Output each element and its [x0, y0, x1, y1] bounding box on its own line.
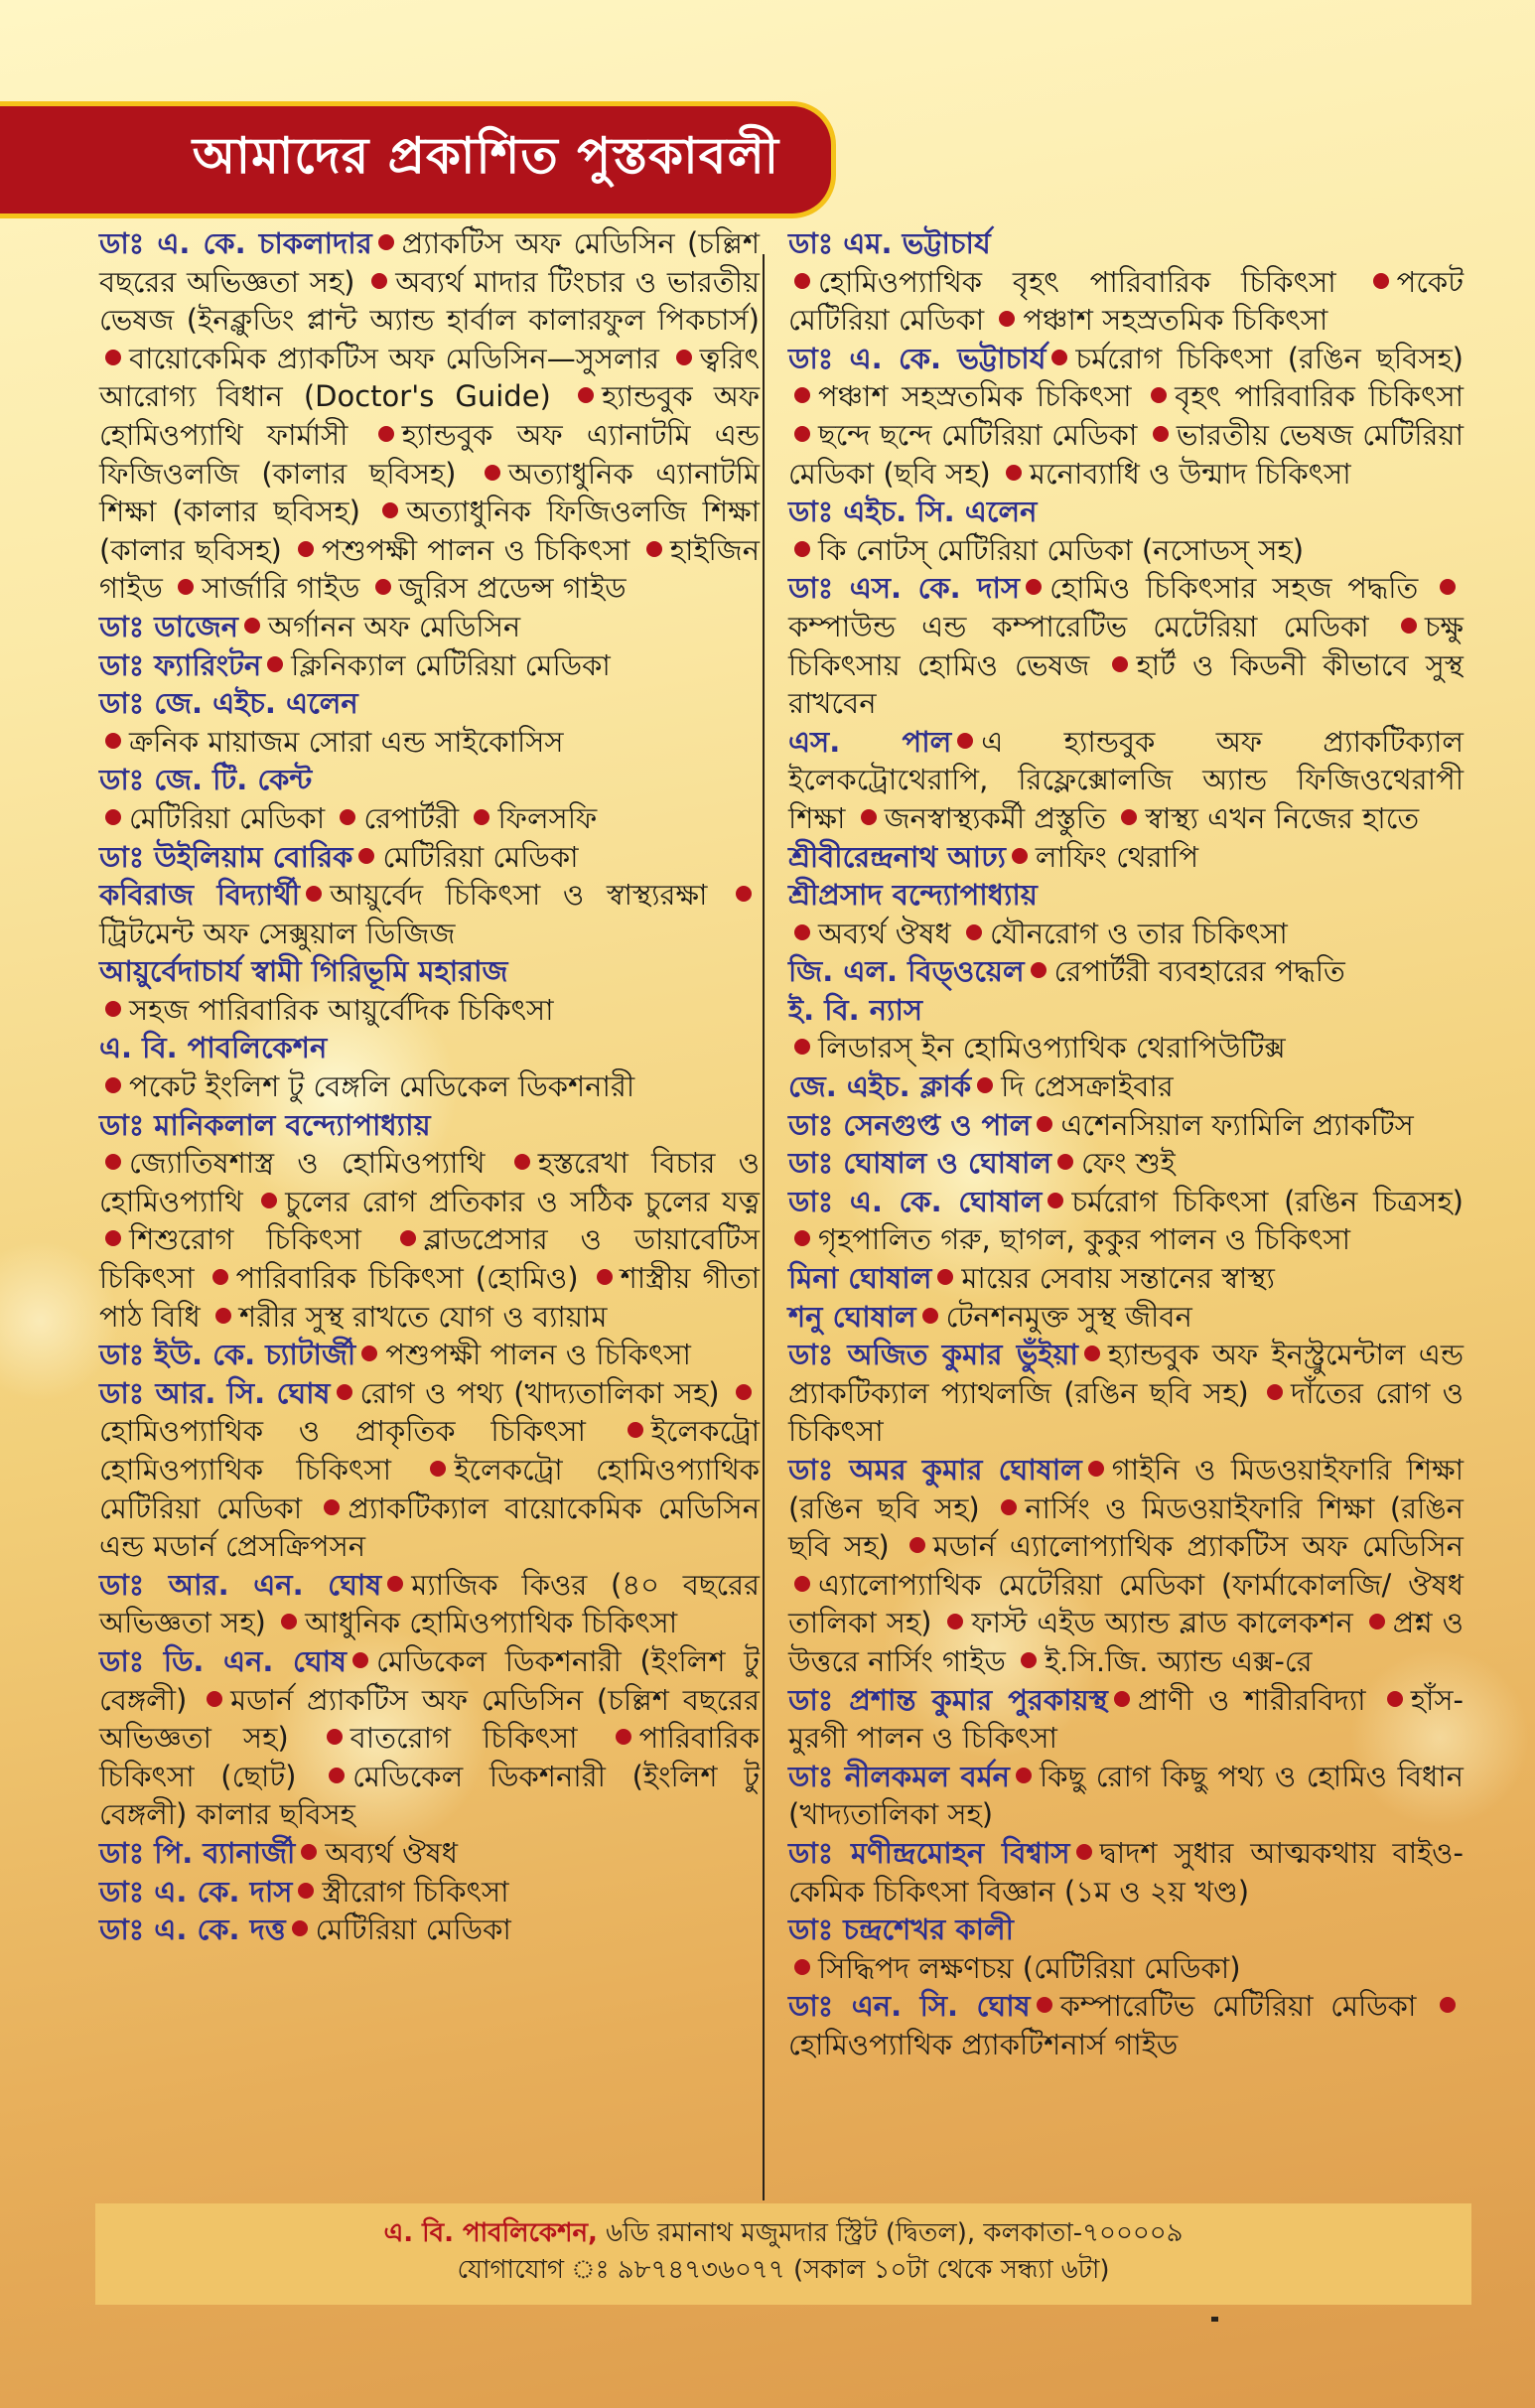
left-book-column — [99, 224, 760, 1949]
author-entry — [788, 1834, 1464, 1911]
bullet-icon — [794, 1039, 810, 1055]
author-entry — [788, 340, 1464, 493]
book-title: হোমিও চিকিৎসার সহজ পদ্ধতি — [1049, 571, 1419, 606]
bullet-icon — [485, 465, 500, 481]
author-entry — [99, 646, 760, 685]
book-title: আয়ুর্বেদ চিকিৎসা ও স্বাস্থ্যরক্ষা — [330, 878, 708, 913]
author-name: ডাঃ এন. সি. ঘোষ — [788, 1989, 1031, 2024]
book-title: কি নোটস্ মেটিরিয়া মেডিকা (নসোডস্ সহ) — [818, 532, 1305, 567]
bullet-icon — [861, 809, 877, 825]
bullet-icon — [794, 387, 810, 403]
book-title: হাইজিন গাইড — [99, 532, 760, 606]
author-name: ডাঃ ইউ. কে. চ্যাটার্জী — [99, 1338, 356, 1372]
bullet-icon — [628, 1422, 643, 1438]
book-title: চর্মরোগ চিকিৎসা (রঙিন চিত্রসহ) — [1071, 1184, 1464, 1218]
book-title: জ্যোতিষশাস্ত্র ও হোমিওপ্যাথি — [129, 1146, 486, 1181]
bullet-icon — [215, 1308, 231, 1324]
author-name: ডাঃ এ. কে. ঘোষাল — [788, 1184, 1043, 1218]
book-title: রোগ ও পথ্য (খাদ্যতালিকা সহ) — [359, 1375, 720, 1410]
author-entry — [788, 723, 1464, 838]
book-title: সার্জারি গাইড — [202, 571, 360, 606]
bullet-icon — [387, 1576, 403, 1592]
book-title: হ্যান্ডবুক অফ এ্যানাটমি এন্ড ফিজিওলজি (কালার ছবিসহ) — [99, 417, 761, 491]
author-name: ডাঃ এ. কে. দাস — [99, 1874, 293, 1909]
author-entry — [788, 1183, 1464, 1259]
bullet-icon — [261, 1193, 277, 1208]
author-name: ডাঃ আর. সি. ঘোষ — [99, 1375, 331, 1410]
author-name: ডাঃ ফ্যারিংটন — [99, 647, 262, 682]
bullet-icon — [794, 1959, 810, 1975]
author-entry — [99, 1566, 760, 1642]
author-name: ই. বি. ন্যাস — [788, 992, 923, 1027]
book-title: মডার্ন এ্যালোপ্যাথিক প্র্যাকটিস অফ মেডিসিন — [932, 1529, 1464, 1564]
book-title: কম্পারেটিভ মেটিরিয়া মেডিকা — [1059, 1989, 1417, 2024]
bullet-icon — [736, 1384, 752, 1400]
book-title: নার্সিং ও মিডওয়াইফারি শিক্ষা (রঙিন ছবি সহ) — [788, 1490, 1464, 1564]
bullet-icon — [298, 1883, 314, 1899]
bullet-icon — [212, 1269, 228, 1285]
bullet-icon — [301, 1844, 317, 1860]
bullet-icon — [1006, 465, 1022, 481]
author-name: ডাঃ এ. কে. চাকলাদার — [99, 226, 372, 260]
bullet-icon — [430, 1461, 446, 1477]
book-title: অব্যর্থ ঔষধ — [325, 1835, 459, 1870]
bullet-icon — [1440, 579, 1456, 595]
author-entry — [99, 684, 760, 761]
bullet-icon — [324, 1499, 340, 1515]
author-entry — [788, 1336, 1464, 1451]
author-name: ডাঃ মানিকলাল বন্দ্যোপাধ্যায় — [99, 1107, 431, 1142]
bullet-icon — [794, 1576, 810, 1592]
bullet-icon — [1012, 848, 1028, 864]
bullet-icon — [676, 350, 692, 365]
title-banner — [0, 101, 836, 218]
book-title: হোমিওপ্যাথিক ও প্রাকৃতিক চিকিৎসা — [99, 1414, 586, 1449]
bullet-icon — [105, 1230, 121, 1246]
book-title: যৌনরোগ ও তার চিকিৎসা — [989, 916, 1288, 950]
book-title: হস্তরেখা বিচার ও হোমিওপ্যাথি — [99, 1146, 760, 1218]
book-title: জুরিস প্রডেন্স গাইড — [398, 571, 627, 606]
author-name: শনু ঘোষাল — [788, 1299, 916, 1334]
book-title: প্র্যাকটিক্যাল বায়োকেমিক মেডিসিন এন্ড মডার্ন প্রেসক্রিপসন — [99, 1490, 761, 1564]
book-title: রেপার্টরী — [363, 800, 460, 835]
author-name: ডাঃ এইচ. সি. এলেন — [788, 495, 1038, 529]
bullet-icon — [794, 426, 810, 442]
author-name: ডাঃ এম. ভট্টাচার্য — [788, 226, 991, 260]
bullet-icon — [361, 1346, 377, 1361]
book-title: পকেট মেটিরিয়া মেডিকা — [788, 264, 1464, 338]
bullet-icon — [105, 350, 121, 365]
bullet-icon — [105, 1154, 121, 1170]
book-title: ত্বরিৎ আরোগ্য বিধান (Doctor's Guide) — [99, 341, 761, 414]
author-entry — [99, 876, 760, 952]
book-title: পশুপক্ষী পালন ও চিকিৎসা — [322, 532, 630, 567]
book-title: ছন্দে ছন্দে মেটিরিয়া মেডিকা — [818, 417, 1138, 452]
bullet-icon — [1114, 1691, 1130, 1707]
author-entry — [99, 1642, 760, 1834]
author-entry — [99, 1029, 760, 1105]
author-entry — [99, 1911, 760, 1949]
bullet-icon — [1369, 1614, 1385, 1629]
book-title: ইলেকট্রো হোমিওপ্যাথিক মেটিরিয়া মেডিকা — [99, 1453, 761, 1525]
book-title: হোমিওপ্যাথিক বৃহৎ পারিবারিক চিকিৎসা — [818, 264, 1336, 299]
author-entry — [99, 1374, 760, 1566]
author-name: ডাঃ এ. কে. ভট্টাচার্য — [788, 341, 1047, 375]
bullet-icon — [1440, 1997, 1456, 2013]
book-title: দ্বাদশ সুধার আত্মকথায় বাইও-কেমিক চিকিৎসা বিজ্ঞান (১ম ও ২য় খণ্ড) — [788, 1835, 1464, 1909]
bullet-icon — [957, 733, 973, 749]
publisher-contact: যোগাযোগ ঃ ৯৮৭৪৭৩৬০৭৭ (সকাল ১০টা থেকে সন্ধ্যা ৬টা) — [457, 2255, 1110, 2285]
book-title: এ হ্যান্ডবুক অফ প্র্যাকটিক্যাল ইলেকট্রোথেরাপি, রিফ্লেক্সোলজি অ্যান্ড ফিজিওথেরাপী শিক্ষা — [788, 724, 1464, 835]
bullet-icon — [999, 311, 1015, 327]
book-title: চক্ষু চিকিৎসায় হোমিও ভেষজ — [788, 609, 1464, 682]
author-name: ডাঃ ডি. এন. ঘোষ — [99, 1643, 348, 1678]
book-title: শিশুরোগ চিকিৎসা — [129, 1222, 361, 1257]
right-book-column — [788, 224, 1464, 2064]
author-entry — [788, 1451, 1464, 1681]
bullet-icon — [281, 1614, 297, 1629]
bullet-icon — [1373, 273, 1389, 289]
author-entry — [788, 1298, 1464, 1337]
bullet-icon — [1047, 1193, 1063, 1208]
book-title: হ্যান্ডবুক অফ ইনস্ট্রুমেন্টাল এন্ড প্র্যাকটিক্যাল প্যাথলজি (রঙিন ছবি সহ) — [788, 1338, 1464, 1410]
bullet-icon — [337, 1384, 352, 1400]
print-mark — [1211, 2317, 1218, 2322]
bullet-icon — [937, 1269, 953, 1285]
author-name: মিনা ঘোষাল — [788, 1261, 932, 1296]
bullet-icon — [1051, 350, 1067, 365]
bullet-icon — [1076, 1844, 1092, 1860]
book-title: হোমিওপ্যাথিক প্র্যাকটিশনার্স গাইড — [788, 2027, 1179, 2061]
bullet-icon — [922, 1308, 938, 1324]
author-entry — [99, 838, 760, 877]
author-name: এস. পাল — [788, 724, 952, 759]
author-entry — [788, 1259, 1464, 1298]
book-title: ব্লাডপ্রেসার ও ডায়াবেটিস চিকিৎসা — [99, 1222, 761, 1296]
author-name: ডাঃ ঘোষাল ও ঘোষাল — [788, 1146, 1052, 1181]
book-title: প্র্যাকটিস অফ মেডিসিন (চল্লিশ বছরের অভিজ্ঞতা সহ) — [99, 226, 761, 299]
book-title: মেটিরিয়া মেডিকা — [382, 839, 579, 874]
bullet-icon — [794, 541, 810, 557]
bullet-icon — [597, 1269, 613, 1285]
author-name: ডাঃ এস. কে. দাস — [788, 571, 1021, 606]
bullet-icon — [378, 234, 394, 250]
author-name: ডাঃ মণীন্দ্রমোহন বিশ্বাস — [788, 1835, 1070, 1870]
bullet-icon — [909, 1537, 925, 1553]
author-name: ডাঃ এ. কে. দত্ত — [99, 1912, 286, 1947]
book-title: অর্গানন অফ মেডিসিন — [267, 609, 521, 643]
book-title: দি প্রেসক্রাইবার — [1001, 1069, 1174, 1104]
page-title: আমাদের প্রকাশিত পুস্তকাবলী — [192, 126, 779, 185]
author-name: আয়ুর্বেদাচার্য স্বামী গিরিভূমি মহারাজ — [99, 954, 508, 989]
book-title: জনস্বাস্থ্যকর্মী প্রস্তুতি — [884, 800, 1106, 835]
book-title: ফেং শুই — [1081, 1146, 1176, 1181]
book-title: প্রশ্ন ও উত্তরে নার্সিং গাইড — [788, 1606, 1465, 1678]
author-entry — [788, 1067, 1464, 1106]
author-entry — [99, 952, 760, 1029]
publisher-name: এ. বি. পাবলিকেশন, — [383, 2218, 598, 2248]
bullet-icon — [947, 1614, 963, 1629]
bullet-icon — [1031, 962, 1047, 978]
author-name: ডাঃ জে. টি. কেন্ট — [99, 763, 313, 797]
publisher-footer — [95, 2203, 1471, 2305]
author-name: ডাঃ প্রশান্ত কুমার পুরকায়স্থ — [788, 1682, 1108, 1717]
book-title: চুলের রোগ প্রতিকার ও সঠিক চুলের যত্ন — [285, 1184, 760, 1218]
bullet-icon — [371, 273, 387, 289]
book-title: পারিবারিক চিকিৎসা (ছোট) — [99, 1721, 761, 1793]
bullet-icon — [358, 848, 374, 864]
bullet-icon — [1121, 809, 1137, 825]
book-title: বৃহৎ পারিবারিক চিকিৎসা — [1175, 379, 1465, 414]
book-title: বায়োকেমিক প্র্যাকটিস অফ মেডিসিন—সুসলার — [129, 341, 660, 375]
bullet-icon — [1112, 656, 1128, 672]
footer-address-line — [95, 2215, 1471, 2252]
bullet-icon — [1401, 618, 1417, 634]
author-entry — [788, 493, 1464, 569]
bullet-icon — [616, 1729, 631, 1745]
book-title: লাফিং থেরাপি — [1035, 839, 1199, 874]
bullet-icon — [329, 1768, 345, 1783]
bullet-icon — [1037, 1997, 1052, 2013]
author-entry — [99, 761, 760, 837]
bullet-icon — [1026, 579, 1042, 595]
publisher-address: ৬ডি রমানাথ মজুমদার স্ট্রিট (দ্বিতল), কলকাতা-৭০০০০৯ — [597, 2218, 1184, 2248]
book-title: সিদ্ধিপদ লক্ষণচয় (মেটিরিয়া মেডিকা) — [818, 1950, 1241, 1985]
book-title: অব্যর্থ ঔষধ — [818, 916, 951, 950]
bullet-icon — [1084, 1346, 1100, 1361]
author-name: এ. বি. পাবলিকেশন — [99, 1031, 328, 1065]
book-title: পঞ্চাশ সহস্রতমিক চিকিৎসা — [1023, 303, 1328, 338]
author-name: জি. এল. বিড্ওয়েল — [788, 954, 1025, 989]
book-title: আধুনিক হোমিওপ্যাথিক চিকিৎসা — [305, 1606, 678, 1640]
book-title: বাতরোগ চিকিৎসা — [349, 1721, 578, 1756]
bullet-icon — [105, 1077, 121, 1093]
bullet-icon — [977, 1077, 993, 1093]
book-title: মেডিকেল ডিকশনারী (ইংলিশ টু বেঙ্গলী) কালার ছবিসহ — [99, 1759, 760, 1832]
book-title: অত্যাধুনিক এ্যানাটমি শিক্ষা (কালার ছবিসহ) — [99, 456, 760, 529]
bullet-icon — [1387, 1691, 1403, 1707]
author-name: ডাঃ উইলিয়াম বোরিক — [99, 839, 353, 874]
bullet-icon — [267, 656, 283, 672]
bullet-icon — [244, 618, 260, 634]
book-title: মেডিকেল ডিকশনারী (ইংলিশ টু বেঙ্গলী) — [99, 1643, 760, 1717]
book-title: পঞ্চাশ সহস্রতমিক চিকিৎসা — [818, 379, 1132, 414]
book-title: গাইনি ও মিডওয়াইফারি শিক্ষা (রঙিন ছবি সহ) — [788, 1453, 1465, 1525]
book-title: শরীর সুস্থ রাখতে যোগ ও ব্যায়াম — [239, 1299, 608, 1334]
bullet-icon — [1151, 387, 1167, 403]
book-title: চর্মরোগ চিকিৎসা (রঙিন ছবিসহ) — [1075, 341, 1464, 375]
author-name: শ্রীবীরেন্দ্রনাথ আঢ্য — [788, 839, 1006, 874]
bullet-icon — [1267, 1384, 1283, 1400]
bullet-icon — [1016, 1768, 1032, 1783]
book-title: ক্লিনিক্যাল মেটিরিয়া মেডিকা — [291, 647, 611, 682]
author-entry — [788, 876, 1464, 952]
author-entry — [788, 1144, 1464, 1183]
book-title: ভারতীয় ভেষজ মেটিরিয়া মেডিকা (ছবি সহ) — [788, 417, 1465, 491]
author-entry — [99, 224, 760, 608]
bullet-icon — [794, 1230, 810, 1246]
author-name: শ্রীপ্রসাদ বন্দ্যোপাধ্যায় — [788, 878, 1038, 913]
book-title: ইলেকট্রো হোমিওপ্যাথিক চিকিৎসা — [99, 1414, 761, 1487]
book-title: হ্যান্ডবুক অফ হোমিওপ্যাথি ফার্মাসী — [99, 379, 761, 452]
bullet-icon — [352, 1652, 368, 1668]
author-entry — [788, 569, 1464, 722]
book-title: মায়ের সেবায় সন্তানের স্বাস্থ্য — [961, 1261, 1275, 1296]
author-entry — [99, 1336, 760, 1374]
book-title: ট্রিটমেন্ট অফ সেক্সুয়াল ডিজিজ — [99, 916, 456, 950]
author-name: ডাঃ পি. ব্যানার্জী — [99, 1835, 296, 1870]
bullet-icon — [400, 1230, 416, 1246]
book-title: দাঁতের রোগ ও চিকিৎসা — [788, 1375, 1464, 1449]
book-title: স্বাস্থ্য এখন নিজের হাতে — [1145, 800, 1420, 835]
book-title: ফাস্ট এইড অ্যান্ড ব্লাড কালেকশন — [971, 1606, 1353, 1640]
bullet-icon — [207, 1691, 222, 1707]
bullet-icon — [306, 886, 322, 902]
author-entry — [99, 1873, 760, 1912]
book-title: টেনশনমুক্ত সুস্থ জীবন — [945, 1299, 1192, 1334]
author-name: ডাঃ অজিত কুমার ভুঁইয়া — [788, 1338, 1078, 1372]
book-title: স্ত্রীরোগ চিকিৎসা — [322, 1874, 509, 1909]
book-title: পকেট ইংলিশ টু বেঙ্গলি মেডিকেল ডিকশনারী — [129, 1069, 635, 1104]
bullet-icon — [178, 579, 194, 595]
bullet-icon — [1088, 1461, 1104, 1477]
bullet-icon — [327, 1729, 343, 1745]
book-title: ই.সি.জি. অ্যান্ড এক্স-রে — [1045, 1643, 1313, 1678]
book-title: ম্যাজিক কিওর (৪০ বছরের অভিজ্ঞতা সহ) — [99, 1567, 761, 1640]
book-title: পশুপক্ষী পালন ও চিকিৎসা — [385, 1338, 691, 1372]
author-name: ডাঃ আর. এন. ঘোষ — [99, 1567, 382, 1602]
bullet-icon — [375, 579, 391, 595]
book-title: হাঁস-মুরগী পালন ও চিকিৎসা — [788, 1682, 1465, 1756]
book-title: হার্ট ও কিডনী কীভাবে সুস্থ রাখবেন — [788, 647, 1464, 721]
book-title: রেপার্টরী ব্যবহারের পদ্ধতি — [1053, 954, 1345, 989]
bullet-icon — [298, 541, 314, 557]
column-divider — [763, 254, 765, 2200]
book-title: অত্যাধুনিক ফিজিওলজি শিক্ষা (কালার ছবিসহ) — [99, 495, 761, 567]
bullet-icon — [794, 924, 810, 940]
author-entry — [788, 991, 1464, 1067]
author-entry — [788, 224, 1464, 340]
book-title: ক্রনিক মায়াজম সোরা এন্ড সাইকোসিস — [129, 724, 564, 759]
bullet-icon — [378, 426, 394, 442]
author-name: ডাঃ ডাজেন — [99, 609, 238, 643]
bullet-icon — [794, 273, 810, 289]
book-title: পারিবারিক চিকিৎসা (হোমিও) — [235, 1261, 579, 1296]
bullet-icon — [1021, 1652, 1037, 1668]
book-title: এ্যালোপ্যাথিক মেটেরিয়া মেডিকা (ফার্মাকোলজি/ ঔষধ তালিকা সহ) — [788, 1567, 1464, 1640]
author-entry — [99, 1106, 760, 1337]
book-title: মডার্ন প্র্যাকটিস অফ মেডিসিন (চল্লিশ বছরের অভিজ্ঞতা সহ) — [99, 1682, 761, 1756]
bullet-icon — [578, 387, 594, 403]
book-title: মনোব্যাধি ও উন্মাদ চিকিৎসা — [1029, 456, 1351, 491]
bullet-icon — [105, 733, 121, 749]
bullet-icon — [514, 1154, 530, 1170]
book-title: প্রাণী ও শারীরবিদ্যা — [1137, 1682, 1366, 1717]
bullet-icon — [382, 502, 398, 518]
bullet-icon — [646, 541, 662, 557]
author-entry — [788, 1758, 1464, 1834]
author-entry — [788, 952, 1464, 991]
book-title: অব্যর্থ মাদার টিংচার ও ভারতীয় ভেষজ (ইনক্লুডিং প্লান্ট অ্যান্ড হার্বাল কালারফুল পিকচার্স) — [99, 264, 760, 338]
bullet-icon — [292, 1920, 308, 1936]
book-title: এশেনসিয়াল ফ্যামিলি প্র্যাকটিস — [1060, 1107, 1414, 1142]
book-title: সহজ পারিবারিক আয়ুর্বেদিক চিকিৎসা — [129, 992, 554, 1027]
book-title: শাস্ত্রীয় গীতা পাঠ বিধি — [99, 1261, 761, 1334]
book-title: ফিলসফি — [497, 800, 598, 835]
author-name: ডাঃ নীলকমল বর্মন — [788, 1759, 1010, 1793]
author-name: ডাঃ জে. এইচ. এলেন — [99, 686, 358, 721]
author-entry — [788, 1681, 1464, 1758]
bullet-icon — [340, 809, 355, 825]
author-name: কবিরাজ বিদ্যার্থী — [99, 878, 301, 913]
bullet-icon — [1153, 426, 1169, 442]
bullet-icon — [105, 809, 121, 825]
bullet-icon — [1057, 1154, 1073, 1170]
book-title: লিডারস্ ইন হোমিওপ্যাথিক থেরাপিউটিক্স — [818, 1031, 1286, 1065]
author-entry — [788, 838, 1464, 877]
book-title: কম্পাউন্ড এন্ড কম্পারেটিভ মেটেরিয়া মেডিকা — [788, 609, 1369, 643]
bullet-icon — [1037, 1116, 1052, 1132]
book-title: কিছু রোগ কিছু পথ্য ও হোমিও বিধান (খাদ্যতালিকা সহ) — [788, 1759, 1464, 1832]
book-title: মেটিরিয়া মেডিকা — [315, 1912, 511, 1947]
author-entry — [99, 1834, 760, 1873]
author-name: জে. এইচ. ক্লার্ক — [788, 1069, 972, 1104]
author-name: ডাঃ চন্দ্রশেখর কালী — [788, 1912, 1014, 1947]
author-entry — [788, 1987, 1464, 2063]
author-entry — [99, 608, 760, 646]
bullet-icon — [1001, 1499, 1017, 1515]
bullet-icon — [966, 924, 982, 940]
author-name: ডাঃ সেনগুপ্ত ও পাল — [788, 1107, 1032, 1142]
author-entry — [788, 1911, 1464, 1987]
bullet-icon — [105, 1001, 121, 1017]
book-title: গৃহপালিত গরু, ছাগল, কুকুর পালন ও চিকিৎসা — [818, 1222, 1351, 1257]
bullet-icon — [474, 809, 489, 825]
book-title: মেটিরিয়া মেডিকা — [129, 800, 326, 835]
author-entry — [788, 1106, 1464, 1145]
author-name: ডাঃ অমর কুমার ঘোষাল — [788, 1453, 1082, 1487]
bullet-icon — [736, 886, 752, 902]
